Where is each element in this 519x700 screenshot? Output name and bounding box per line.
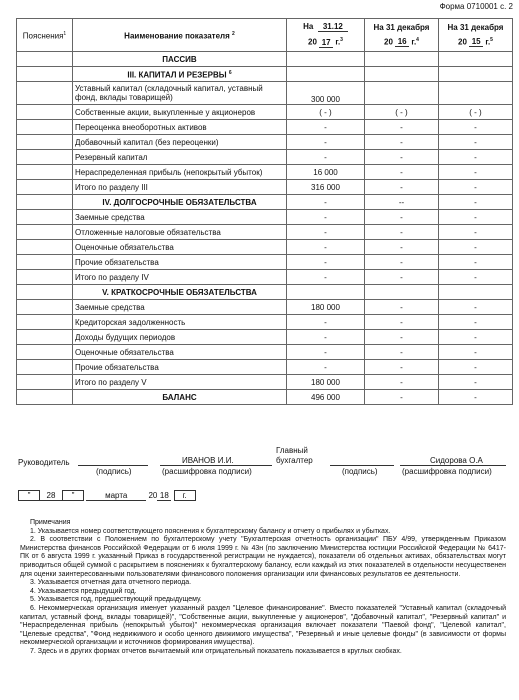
table-row: [17, 390, 513, 405]
chief-label: Главный бухгалтер: [276, 446, 313, 465]
table-row: [17, 180, 513, 195]
row-note-cell: [17, 375, 73, 390]
row-value-1: 180 000: [287, 375, 365, 390]
note-item: 4. Указывается предыдущий год.: [30, 587, 137, 595]
row-value-1: 300 000: [287, 82, 365, 105]
row-name-cell: Заемные средства: [73, 210, 287, 225]
row-name-cell: Доходы будущих периодов: [73, 330, 287, 345]
row-value-1: -: [287, 360, 365, 375]
sign-date: " 28 " марта 20 18 г.: [18, 490, 196, 501]
row-value-2: [365, 82, 439, 105]
row-value-2: -: [365, 360, 439, 375]
row-note-cell: [17, 67, 73, 82]
row-value-2: -: [365, 300, 439, 315]
section-passive-row: [17, 52, 513, 67]
row-value-1: 316 000: [287, 180, 365, 195]
row-value-3: ( - ): [439, 105, 513, 120]
table-row: [17, 165, 513, 180]
row-value-1: -: [287, 120, 365, 135]
table-row: [17, 375, 513, 390]
row-note-cell: [17, 300, 73, 315]
table-row: [17, 240, 513, 255]
note-item: 1. Указывается номер соответствующего пояснения к бухгалтерскому балансу и отчету о прибылях и убытках.: [30, 527, 391, 535]
row-name-cell: Добавочный капитал (без переоценки): [73, 135, 287, 150]
notes-title: Примечания: [30, 519, 71, 526]
row-name-cell: V. КРАТКОСРОЧНЫЕ ОБЯЗАТЕЛЬСТВА: [73, 285, 287, 300]
table-row: [17, 270, 513, 285]
row-value-1: ( - ): [287, 105, 365, 120]
chief-decode-caption: (расшифровка подписи): [402, 467, 492, 476]
row-name-cell: Переоценка внеоборотных активов: [73, 120, 287, 135]
row-value-2: -: [365, 120, 439, 135]
row-note-cell: [17, 285, 73, 300]
balance-rows: [17, 67, 513, 405]
table-row: [17, 345, 513, 360]
row-name-cell: Заемные средства: [73, 300, 287, 315]
row-value-3: -: [439, 345, 513, 360]
row-note-cell: [17, 240, 73, 255]
row-value-1: [287, 285, 365, 300]
row-value-2: -: [365, 180, 439, 195]
table-header-row: [17, 19, 513, 52]
table-row: [17, 225, 513, 240]
row-value-2: -: [365, 225, 439, 240]
row-value-3: -: [439, 240, 513, 255]
row-name-cell: Резервный капитал: [73, 150, 287, 165]
row-value-3: -: [439, 255, 513, 270]
note-item: 7. Здесь и в других формах отчетов вычитаемый или отрицательный показатель показывается в круглых скобках.: [30, 647, 402, 655]
row-value-3: -: [439, 120, 513, 135]
table-row: [17, 82, 513, 105]
row-value-2: [365, 67, 439, 82]
table-row: [17, 105, 513, 120]
row-value-3: -: [439, 180, 513, 195]
row-note-cell: [17, 225, 73, 240]
row-note-cell: [17, 345, 73, 360]
row-name-cell: Кредиторская задолженность: [73, 315, 287, 330]
note-item: 6. Некоммерческая организация именует указанный раздел "Целевое финансирование". Вместо показателей "Уставный капитал (складочный капитал, уставный фонд, вклады товарищей)", "Собственные акции, выкупленные у акционеров", "Добавочный капитал", "Резервный капитал" и "Нераспределенная прибыль (непокрытый убыток)" некоммерческая организация включает показатели "Паевой фонд", "Целевой капитал", "Целевые средства", "Фонд недвижимого и особо ценного движимого имущества", "Резервный и иные целевые фонды" (в зависимости от формы некоммерческой организации и источников формирования имущества).: [20, 604, 506, 647]
row-value-1: -: [287, 270, 365, 285]
row-value-2: -: [365, 255, 439, 270]
header-period-1: На 31.12 20 17 г.$^3$: [287, 19, 365, 52]
row-value-1: -: [287, 255, 365, 270]
row-value-1: [287, 67, 365, 82]
row-value-2: -: [365, 270, 439, 285]
head-label: Руководитель: [18, 458, 70, 467]
chief-name: Сидорова О.А: [430, 456, 483, 465]
row-value-3: -: [439, 315, 513, 330]
row-value-3: -: [439, 210, 513, 225]
row-value-3: [439, 82, 513, 105]
notes-block: [20, 519, 506, 657]
row-value-2: -: [365, 240, 439, 255]
row-name-cell: Итого по разделу III: [73, 180, 287, 195]
row-value-1: -: [287, 210, 365, 225]
row-note-cell: [17, 210, 73, 225]
head-decode-caption: (расшифровка подписи): [162, 467, 252, 476]
table-row: [17, 300, 513, 315]
header-period-3: На 31 декабря 20 15 г.$^5$: [439, 19, 513, 52]
row-value-1: -: [287, 240, 365, 255]
row-name-cell: БАЛАНС: [73, 390, 287, 405]
notes-list: [20, 528, 506, 657]
row-value-2: -: [365, 165, 439, 180]
row-value-3: -: [439, 300, 513, 315]
header-notes: Пояснения$^1$: [17, 19, 73, 52]
row-value-2: ( - ): [365, 105, 439, 120]
row-note-cell: [17, 330, 73, 345]
table-row: [17, 330, 513, 345]
row-value-2: -: [365, 210, 439, 225]
row-name-cell: Собственные акции, выкупленные у акционеров: [73, 105, 287, 120]
row-note-cell: [17, 135, 73, 150]
row-value-2: -: [365, 150, 439, 165]
row-value-2: -: [365, 330, 439, 345]
head-name: ИВАНОВ И.И.: [182, 456, 234, 465]
table-row: [17, 255, 513, 270]
head-signature-line: [78, 465, 148, 466]
chief-sign-caption: (подпись): [342, 467, 378, 476]
row-value-2: -: [365, 375, 439, 390]
row-value-2: -: [365, 390, 439, 405]
row-value-3: -: [439, 375, 513, 390]
row-name-cell: Оценочные обязательства: [73, 345, 287, 360]
row-value-3: -: [439, 195, 513, 210]
row-value-3: -: [439, 165, 513, 180]
row-value-2: [365, 285, 439, 300]
row-value-1: -: [287, 150, 365, 165]
row-note-cell: [17, 150, 73, 165]
row-note-cell: [17, 180, 73, 195]
row-note-cell: [17, 82, 73, 105]
row-name-cell: III. КАПИТАЛ И РЕЗЕРВЫ $^6$: [73, 67, 287, 82]
table-row: [17, 285, 513, 300]
row-name-cell: Прочие обязательства: [73, 360, 287, 375]
balance-table: [16, 18, 513, 405]
row-value-1: -: [287, 195, 365, 210]
row-note-cell: [17, 195, 73, 210]
row-value-1: 16 000: [287, 165, 365, 180]
row-value-1: -: [287, 225, 365, 240]
row-value-3: -: [439, 135, 513, 150]
row-value-3: [439, 67, 513, 82]
row-value-1: -: [287, 315, 365, 330]
row-value-3: -: [439, 225, 513, 240]
header-indicator-name: Наименование показателя $^2$: [73, 19, 287, 52]
table-row: [17, 67, 513, 82]
row-name-cell: Нераспределенная прибыль (непокрытый убыток): [73, 165, 287, 180]
note-item: 5. Указывается год, предшествующий предыдущему.: [30, 596, 202, 604]
row-value-2: -: [365, 135, 439, 150]
row-value-3: -: [439, 390, 513, 405]
header-period-2: На 31 декабря 20 16 г.$^4$: [365, 19, 439, 52]
section-passive-title: ПАССИВ: [73, 52, 287, 67]
row-name-cell: IV. ДОЛГОСРОЧНЫЕ ОБЯЗАТЕЛЬСТВА: [73, 195, 287, 210]
row-note-cell: [17, 315, 73, 330]
table-row: [17, 150, 513, 165]
chief-signature-line: [330, 465, 394, 466]
row-value-2: -: [365, 345, 439, 360]
row-value-3: [439, 285, 513, 300]
row-value-1: -: [287, 345, 365, 360]
row-note-cell: [17, 270, 73, 285]
row-value-3: -: [439, 270, 513, 285]
form-code: Форма 0710001 с. 2: [439, 2, 513, 11]
row-value-3: -: [439, 150, 513, 165]
row-note-cell: [17, 120, 73, 135]
table-row: [17, 360, 513, 375]
table-row: [17, 210, 513, 225]
row-note-cell: [17, 255, 73, 270]
row-name-cell: Отложенные налоговые обязательства: [73, 225, 287, 240]
row-name-cell: Оценочные обязательства: [73, 240, 287, 255]
row-value-1: 496 000: [287, 390, 365, 405]
row-name-cell: Прочие обязательства: [73, 255, 287, 270]
head-sign-caption: (подпись): [96, 467, 132, 476]
note-item: 2. В соответствии с Положением по бухгалтерскому учету "Бухгалтерская отчетность организации" ПБУ 4/99, утвержденным Приказом Министерства финансов Российской Федерации от 6 июля 1999 г. № 43н (по заключению Министерства юстиции Российской Федерации № 6417-ПК от 6 августа 1999 г. указанный Приказ в государственной регистрации не нуждается), показатели об отдельных активах, обязательствах могут приводиться общей суммой с раскрытием в пояснениях к бухгалтерскому балансу, если каждый из этих показателей в отдельности несущественен для оценки заинтересованными пользователями финансового положения организации или финансовых результатов ее деятельности.: [20, 536, 506, 578]
head-name-line: [160, 465, 272, 466]
row-note-cell: [17, 360, 73, 375]
table-row: [17, 135, 513, 150]
chief-name-line: [400, 465, 506, 466]
table-row: [17, 315, 513, 330]
table-row: [17, 120, 513, 135]
row-value-1: 180 000: [287, 300, 365, 315]
row-name-cell: Уставный капитал (складочный капитал, уставный фонд, вклады товарищей): [73, 82, 287, 105]
row-note-cell: [17, 165, 73, 180]
row-value-1: -: [287, 330, 365, 345]
row-value-1: -: [287, 135, 365, 150]
row-name-cell: Итого по разделу V: [73, 375, 287, 390]
row-value-2: -: [365, 315, 439, 330]
row-name-cell: Итого по разделу IV: [73, 270, 287, 285]
row-value-3: -: [439, 360, 513, 375]
table-row: [17, 195, 513, 210]
row-value-2: --: [365, 195, 439, 210]
row-note-cell: [17, 390, 73, 405]
row-value-3: -: [439, 330, 513, 345]
note-item: 3. Указывается отчетная дата отчетного периода.: [30, 579, 192, 587]
row-note-cell: [17, 105, 73, 120]
